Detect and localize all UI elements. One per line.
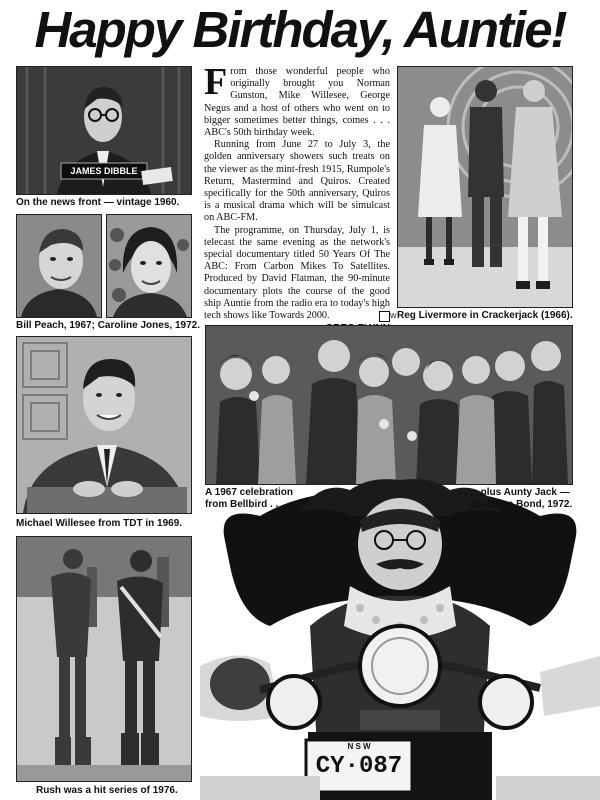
article-paragraph: Running from June 27 to July 3, the golden anniversary showers such treats on the viewer as the mint-fresh 1915, Rumpole's Return, Mastermind and Quiros. Created specifically for the 50th anniversary, Quiros is a musical drama which will be simulcast on ABC-FM. bbox=[204, 139, 390, 224]
article-paragraph: rom those wonderful people who originally brought you Norman Gunston, Mike Willesee, George Negus and a host of others who went on to bigger sometimes better things, comes . . . ABC's 50th birthday week. bbox=[204, 66, 390, 139]
photo-caroline-jones bbox=[106, 214, 192, 318]
page-title: Happy Birthday, Auntie! bbox=[34, 1, 566, 58]
photo-james-dibble bbox=[16, 66, 192, 195]
photo-crackerjack bbox=[397, 66, 573, 308]
photo-aunty-jack bbox=[200, 476, 600, 800]
photo-michael-willesee bbox=[16, 336, 192, 514]
caption-crackerjack: Reg Livermore in Crackerjack (1966). bbox=[397, 310, 573, 321]
licence-plate-number: CY·087 bbox=[315, 753, 403, 780]
caption-willesee: Michael Willesee from TDT in 1969. bbox=[16, 518, 183, 529]
article-paragraph: The programme, on Thursday, July 1, is telecast the same evening as the network's special documentary titled 50 Years Of The ABC: From Carbon Mikes To Satellites. Produced by David Flatman, the 90-minute documentary plots the course of the good ship Auntie from the radio era to today's high tech shows like Towards 2000. bbox=[204, 224, 390, 322]
caption-aunty-jack-1: . . . plus Aunty Jack — bbox=[464, 487, 570, 498]
caption-rush: Rush was a hit series of 1976. bbox=[36, 785, 178, 796]
caption-aunty-jack-2: Grahame Bond, 1972. bbox=[470, 499, 573, 510]
photo-rush bbox=[16, 536, 192, 782]
caption-dibble: On the news front — vintage 1960. bbox=[16, 197, 180, 208]
caption-peach-jones: Bill Peach, 1967; Caroline Jones, 1972. bbox=[16, 320, 200, 331]
nameplate: JAMES DIBBLE bbox=[70, 166, 138, 176]
drop-cap: F bbox=[204, 61, 228, 103]
photo-bellbird bbox=[205, 325, 573, 485]
caption-bellbird-2: from Bellbird . . . bbox=[205, 499, 284, 510]
photo-bill-peach bbox=[16, 214, 102, 318]
article-body bbox=[204, 61, 397, 335]
licence-plate-state: N S W bbox=[347, 742, 371, 751]
caption-bellbird-1: A 1967 celebration bbox=[205, 487, 294, 498]
magazine-logo-mark: W bbox=[379, 311, 390, 322]
